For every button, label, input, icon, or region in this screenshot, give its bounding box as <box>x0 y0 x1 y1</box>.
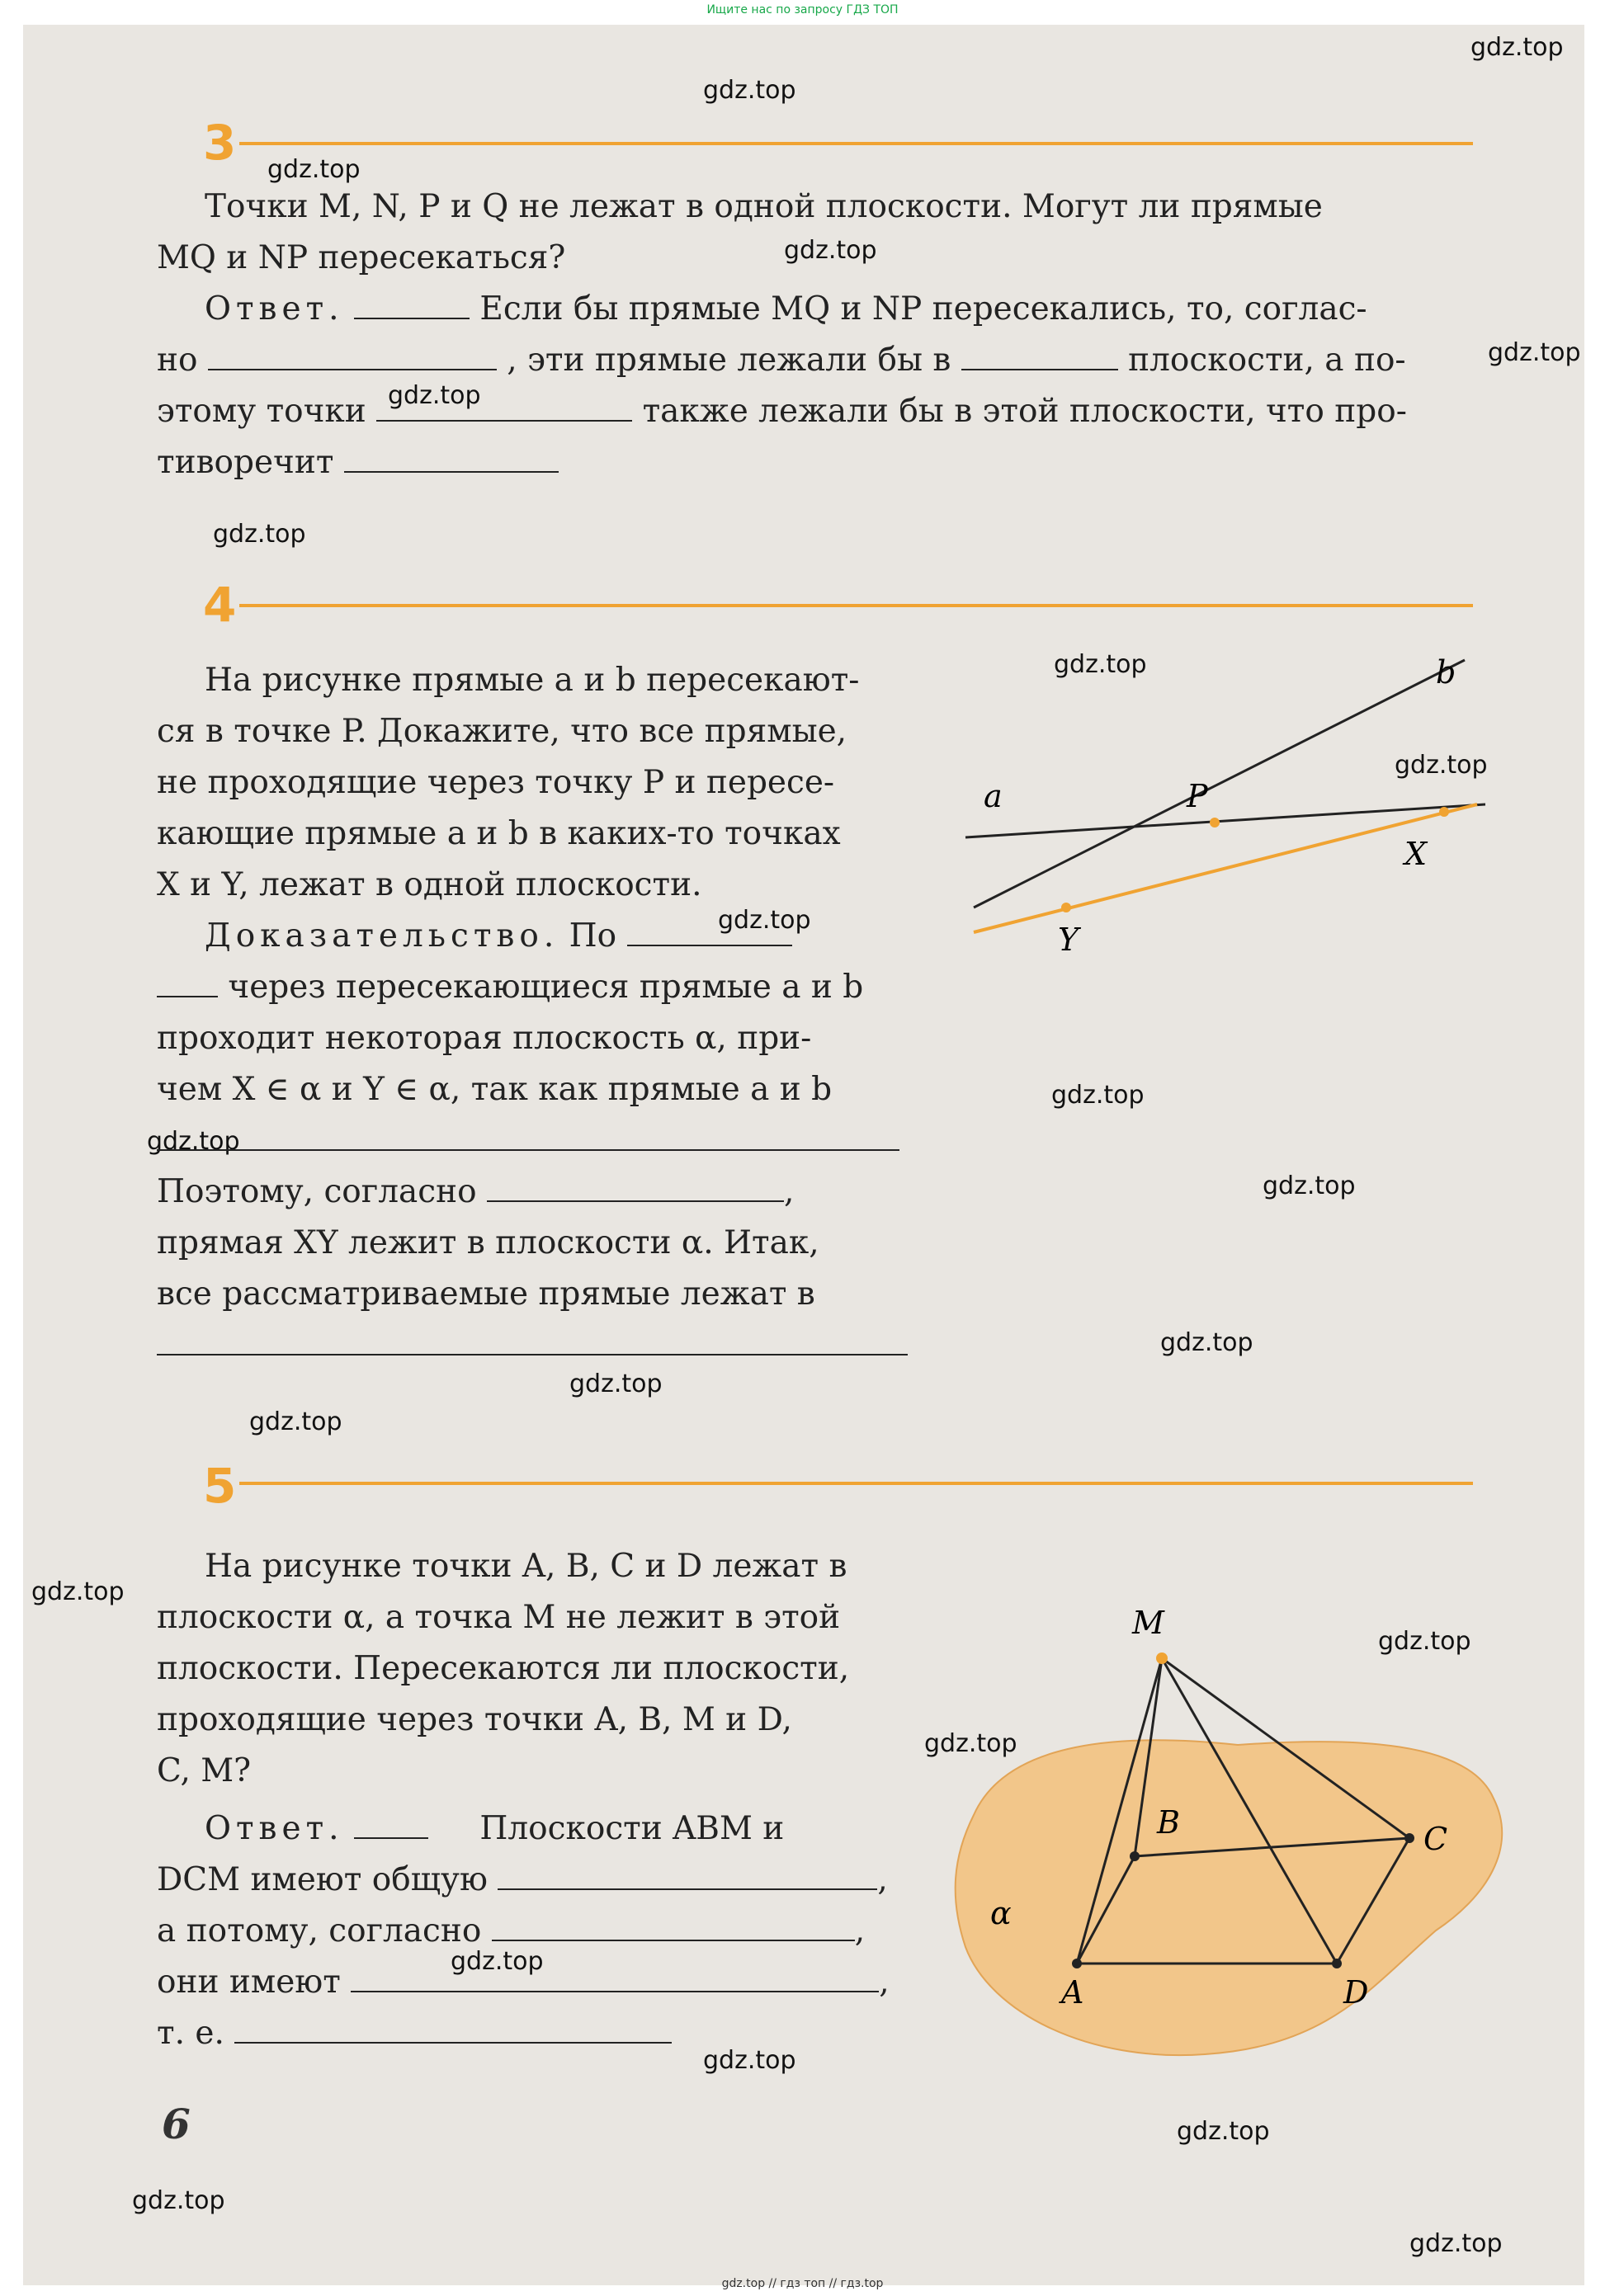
watermark: gdz.top <box>1395 751 1488 780</box>
watermark: gdz.top <box>703 2046 796 2075</box>
label-b: b <box>1436 654 1456 691</box>
top-note: Ищите нас по запросу ГДЗ ТОП <box>706 3 899 17</box>
task-divider <box>239 1482 1473 1485</box>
watermark: gdz.top <box>1488 338 1581 367</box>
task3-answer-line <box>205 284 1367 335</box>
task4-line-2: ся в точке P. Докажите, что все прямые, <box>157 713 847 750</box>
task3-text: плоскости, а по- <box>1128 342 1406 379</box>
fill-blank[interactable] <box>961 337 1118 370</box>
label-p: P <box>1187 778 1208 814</box>
point-a <box>1072 1959 1082 1968</box>
task5-line-9: они имеют , <box>157 1957 890 2008</box>
watermark: gdz.top <box>703 76 796 105</box>
task3-line-6 <box>157 437 559 488</box>
point-m <box>1156 1652 1168 1664</box>
fill-blank[interactable] <box>487 1169 784 1202</box>
watermark: gdz.top <box>132 2186 225 2215</box>
task5-text: Плоскости ABM и <box>479 1810 785 1847</box>
task3-line-4: но , эти прямые лежали бы в плоскости, а по- <box>157 335 1406 386</box>
watermark: gdz.top <box>1160 1328 1253 1357</box>
label-a: a <box>984 778 1003 814</box>
task4-line-6 <box>205 911 792 962</box>
answer-label: Ответ. <box>205 290 344 328</box>
watermark: gdz.top <box>924 1729 1017 1758</box>
point-d <box>1332 1959 1342 1968</box>
task5-line-3: плоскости. Пересекаются ли плоскости, <box>157 1650 850 1687</box>
watermark: gdz.top <box>1409 2229 1503 2258</box>
task3-line-1: Точки M, N, P и Q не лежат в одной плоскости. Могут ли прямые <box>205 188 1323 225</box>
task4-text: через пересекающиеся прямые a и b <box>228 969 864 1006</box>
watermark: gdz.top <box>784 236 877 265</box>
fill-blank[interactable] <box>234 2011 672 2044</box>
task4-line-13: все рассматриваемые прямые лежат в <box>157 1275 815 1313</box>
label-a: A <box>1061 1974 1084 2011</box>
label-b: B <box>1157 1804 1180 1841</box>
watermark: gdz.top <box>1054 650 1147 679</box>
fill-blank[interactable] <box>157 964 218 997</box>
task5-line-10 <box>157 2008 672 2059</box>
lines-figure <box>949 644 1485 974</box>
task3-line-2: MQ и NP пересекаться? <box>157 239 566 276</box>
watermark: gdz.top <box>1470 33 1564 62</box>
answer-blank[interactable] <box>354 1806 428 1839</box>
task-number-5: 5 <box>203 1458 237 1514</box>
fill-blank[interactable] <box>344 440 559 473</box>
task3-text: эти прямые лежали бы в <box>527 342 951 379</box>
task4-text: По <box>569 917 617 955</box>
fill-blank[interactable] <box>157 1118 899 1151</box>
watermark: gdz.top <box>1051 1081 1145 1110</box>
task4-line-12: прямая XY лежит в плоскости α. Итак, <box>157 1224 819 1261</box>
task4-line-10 <box>157 1115 899 1167</box>
fill-blank[interactable] <box>498 1857 877 1890</box>
task4-line-9: чем X ∈ α и Y ∈ α, так как прямые a и b <box>157 1071 833 1108</box>
watermark: gdz.top <box>388 381 481 410</box>
task-divider <box>239 604 1473 607</box>
fill-blank[interactable] <box>157 1322 908 1355</box>
fill-blank[interactable] <box>376 389 632 422</box>
fill-blank[interactable] <box>351 1959 879 1992</box>
task5-line-4: проходящие через точки A, B, M и D, <box>157 1701 792 1738</box>
watermark: gdz.top <box>31 1577 125 1606</box>
watermark: gdz.top <box>1378 1627 1471 1656</box>
task4-line-3: не проходящие через точку P и пересе- <box>157 764 835 801</box>
point-y <box>1061 903 1071 912</box>
task5-text: DCM имеют общую <box>157 1861 488 1898</box>
task3-line-3: Если бы прямые MQ и NP пересекались, то, соглас- <box>479 290 1367 328</box>
label-d: D <box>1343 1974 1369 2011</box>
watermark: gdz.top <box>1263 1172 1356 1200</box>
label-y: Y <box>1058 922 1079 958</box>
task4-line-14 <box>157 1320 908 1371</box>
task4-text: Поэтому, согласно <box>157 1173 477 1210</box>
watermark: gdz.top <box>249 1407 342 1436</box>
proof-label: Доказательство. <box>205 917 559 955</box>
task3-no-prefix: но <box>157 342 198 379</box>
task5-line-2: плоскости α, а точка M не лежит в этой <box>157 1599 841 1636</box>
task4-line-4: кающие прямые a и b в каких-то точках <box>157 815 841 852</box>
answer-blank[interactable] <box>354 286 470 319</box>
watermark: gdz.top <box>147 1127 240 1156</box>
task3-text: этому точки <box>157 393 366 430</box>
label-x: X <box>1404 836 1428 872</box>
task5-text: они имеют <box>157 1964 341 2001</box>
task4-line-5: X и Y, лежат в одной плоскости. <box>157 866 702 903</box>
task5-line-8: а потому, согласно , <box>157 1906 865 1957</box>
label-c: C <box>1423 1821 1448 1857</box>
fill-blank[interactable] <box>208 337 497 370</box>
answer-label: Ответ. <box>205 1810 344 1847</box>
task5-text: а потому, согласно <box>157 1912 482 1949</box>
task5-answer-line <box>205 1803 784 1855</box>
point-x <box>1439 807 1449 817</box>
page-number: 6 <box>162 2100 191 2148</box>
task4-line-7 <box>157 962 863 1013</box>
watermark: gdz.top <box>213 520 306 549</box>
task3-line-5 <box>157 386 1407 437</box>
bottom-note: gdz.top // гдз топ // гдз.top <box>721 2277 884 2290</box>
pyramid-figure <box>941 1601 1518 2063</box>
watermark: gdz.top <box>1177 2117 1270 2146</box>
point-c <box>1404 1833 1414 1843</box>
task4-line-8: проходит некоторая плоскость α, при- <box>157 1020 812 1057</box>
task5-line-1: На рисунке точки A, B, C и D лежат в <box>205 1548 847 1585</box>
point-b <box>1130 1851 1140 1861</box>
task4-line-11: Поэтому, согласно , <box>157 1167 794 1218</box>
label-alpha: α <box>990 1895 1012 1931</box>
watermark: gdz.top <box>451 1947 544 1976</box>
watermark: gdz.top <box>267 155 361 184</box>
task5-text: т. е. <box>157 2015 224 2052</box>
task-divider <box>239 142 1473 145</box>
fill-blank[interactable] <box>492 1908 855 1941</box>
task3-text: тиворечит <box>157 444 334 481</box>
task3-text: также лежали бы в этой плоскости, что про- <box>642 393 1407 430</box>
point-p <box>1210 818 1220 827</box>
task4-line-1: На рисунке прямые a и b пересекают- <box>205 662 860 699</box>
plane-alpha <box>956 1740 1503 2055</box>
watermark: gdz.top <box>718 906 811 935</box>
task-number-4: 4 <box>203 577 237 633</box>
fill-blank[interactable] <box>627 913 792 946</box>
task5-line-7: DCM имеют общую , <box>157 1855 888 1906</box>
label-m: M <box>1132 1605 1164 1641</box>
task5-line-5: C, M? <box>157 1752 252 1789</box>
task-number-3: 3 <box>203 115 237 171</box>
watermark: gdz.top <box>569 1370 663 1398</box>
